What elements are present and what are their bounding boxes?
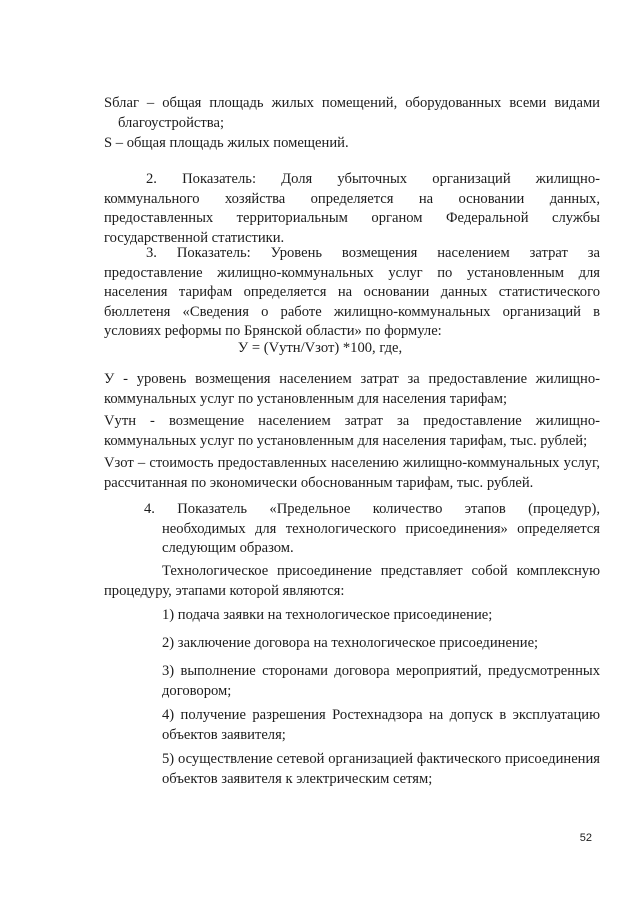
text-line: условиях реформы по Брянской области» по формуле:	[104, 323, 442, 339]
text-line: 5) осуществление сетевой организацией фактического присоединения	[162, 751, 600, 767]
indicator-4-paragraph	[144, 500, 600, 559]
text-line: предоставление жилищно-коммунальных услуг по установленным для	[104, 264, 600, 281]
list-item	[162, 662, 600, 701]
formula: У = (Vутн/Vзот) *100, где,	[237, 340, 403, 356]
text-line: договором;	[162, 682, 232, 699]
text-line: Технологическое присоединение представляет собой комплексную	[162, 563, 600, 579]
text-line: 1) подача заявки на технологическое присоединение;	[162, 607, 493, 623]
text-line: 2) заключение договора на технологическое присоединение;	[162, 635, 539, 651]
definition-v-zot	[104, 454, 600, 493]
definition-s	[104, 134, 600, 154]
list-item	[162, 750, 600, 789]
text-line: 2. Показатель: Доля убыточных организаций жилищно-	[146, 171, 600, 187]
text-line: благоустройства;	[118, 114, 225, 131]
text-line: следующим образом.	[162, 540, 294, 556]
text-line: процедуру, этапами которой являются:	[104, 582, 345, 599]
text-line: Vзот – стоимость предоставленных населению жилищно-коммунальных услуг,	[104, 455, 600, 471]
text-line: 4. Показатель «Предельное количество этапов (процедур),	[144, 501, 600, 517]
text-line: необходимых для технологического присоединения» определяется	[162, 520, 600, 537]
list-item	[162, 606, 600, 626]
definition-u	[104, 370, 600, 409]
indicator-3-paragraph	[104, 244, 600, 342]
text-line: населения тарифам определяется на основании данных статистического	[104, 284, 600, 300]
text-line: бюллетеня «Сведения о работе жилищно-коммунальных организаций в	[104, 303, 600, 320]
definition-s-blag	[104, 94, 600, 133]
text-line: Sблаг – общая площадь жилых помещений, оборудованных всеми видами	[104, 95, 600, 111]
text-line: коммунальных услуг по установленным для населения тарифам;	[104, 390, 508, 407]
text-line: коммунального хозяйства определяется на основании данных,	[104, 190, 600, 207]
text-line: 3) выполнение сторонами договора мероприятий, предусмотренных	[162, 663, 600, 679]
list-item	[162, 634, 600, 654]
text-line: объектов заявителя к электрическим сетям;	[162, 770, 433, 787]
text-line: объектов заявителя;	[162, 726, 286, 743]
text-line: рассчитанная по экономически обоснованным тарифам, тыс. рублей.	[104, 474, 534, 491]
text-line: 3. Показатель: Уровень возмещения населением затрат за	[146, 245, 600, 261]
indicator-2-paragraph	[104, 170, 600, 248]
text-line: коммунальных услуг по установленным для населения тарифам, тыс. рублей;	[104, 432, 588, 449]
tech-connection-paragraph	[104, 562, 600, 601]
text-line: государственной статистики.	[104, 229, 285, 246]
text-line: Vутн - возмещение населением затрат за предоставление жилищно-	[104, 413, 600, 429]
list-item	[162, 706, 600, 745]
text-line: предоставленных территориальным органом Федеральной службы	[104, 210, 600, 226]
text-line: 4) получение разрешения Ростехнадзора на допуск в эксплуатацию	[162, 707, 600, 723]
text-line: У - уровень возмещения населением затрат за предоставление жилищно-	[104, 371, 600, 387]
definition-v-utn	[104, 412, 600, 451]
page-number: 52	[579, 832, 592, 844]
text-line: S – общая площадь жилых помещений.	[104, 135, 349, 151]
